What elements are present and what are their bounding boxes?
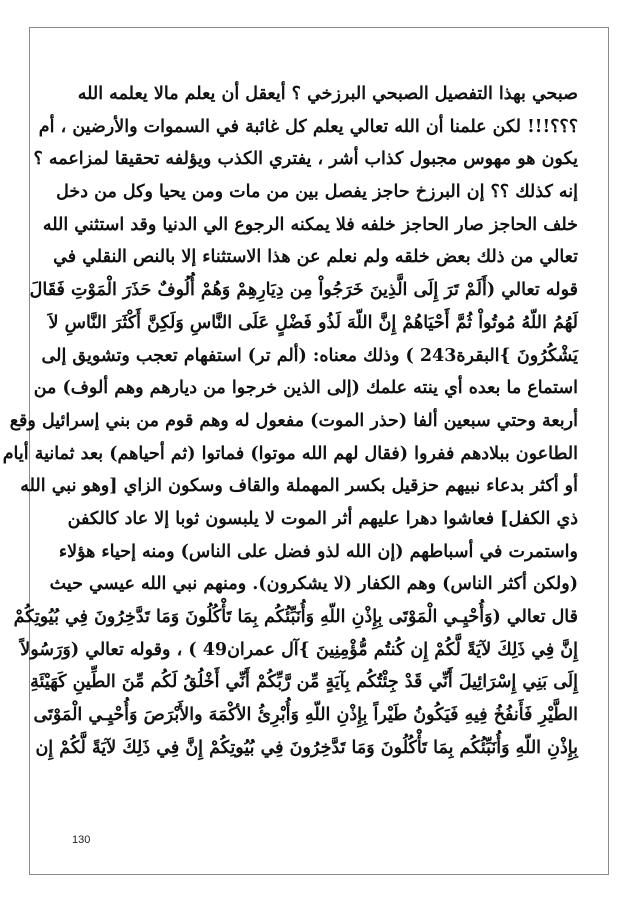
text-line: (ولكن أكثر الناس) وهم الكفار (لا يشكرون). ومنهم نبي الله عيسي حيث — [49, 574, 578, 595]
text-line: إنه كذلك ؟؟ إن البرزخ حاجز يفصل بين من مات ومن يحيا وكل من دخل — [56, 182, 578, 203]
text-line: قال تعالي (وَأُحْيِـي الْمَوْتَى بِإِذْنِ اللّهِ وَأُنَبِّئُكُم بِمَا تَأْكُلُونَ وَمَا تَدَّخِرُونَ فِي بُيُوتِكُمْ — [13, 607, 578, 627]
text-line: لَهُمُ اللّهُ مُوتُواْ ثُمَّ أَحْيَاهُمْ إِنَّ اللّهَ لَذُو فَضْلٍ عَلَى النَّاسِ وَلَكِنَّ أَكْثَرَ النَّاسِ لاَ — [48, 312, 578, 333]
text-line: يَشْكُرُونَ }البقرة243 ) وذلك معناه: (ألم تر) استفهام تعجب وتشويق إلى — [41, 345, 578, 366]
text-line: يكون هو مهوس مجبول كذاب أشر ، يفتري الكذب ويؤلفه تحقيقا لمزاعمه ؟ — [33, 149, 578, 170]
text-line: صبحي بهذا التفصيل الصبحي البرزخي ؟ أيعقل أن يعلم مالا يعلمه الله — [77, 84, 578, 104]
text-line: ذي الكفل] فعاشوا دهرا عليهم أثر الموت لا يلبسون ثوبا إلا عاد كالكفن — [67, 508, 578, 529]
text-line: قوله تعالي (أَلَمْ تَرَ إِلَى الَّذِينَ خَرَجُواْ مِن دِيَارِهِمْ وَهُمْ أُلُوفٌ حَذَرَ الْمَوْتِ فَقَالَ — [29, 280, 578, 301]
text-line: خلف الحاجز صار الحاجز خلفه فلا يمكنه الرجوع الي الدنيا وقد استثني الله — [42, 214, 578, 235]
text-line: الطاعون ببلادهم ففروا (فقال لهم الله موتوا) فماتوا (ثم أحياهم) بعد ثمانية أيام — [2, 443, 578, 464]
text-line: استماع ما بعده أي ينته علمك (إلى الذين خرجوا من ديارهم وهم ألوف) من — [33, 378, 578, 399]
text-line: واستمرت في أسباطهم (إن الله لذو فضل على الناس) ومنه إحياء هؤلاء — [58, 541, 578, 562]
text-line: بِإِذْنِ اللّهِ وَأُنَبِّئُكُم بِمَا تَأْكُلُونَ وَمَا تَدَّخِرُونَ فِي بُيُوتِكُمْ إِنَّ فِي ذَلِكَ لآيَةً لَّكُمْ إِن — [35, 737, 578, 758]
text-line: الطَّيْرِ فَأَنفُخُ فِيهِ فَيَكُونُ طَيْراً بِإِذْنِ اللّهِ وَأُبْرِئُ الأكْمَهَ والأَبْرَصَ وَأُحْيِـي الْمَوْتَى — [33, 705, 578, 726]
text-line: إِلَى بَنِي إِسْرَائِيلَ أَنِّي قَدْ جِئْتُكُم بِآيَةٍ مِّن رَّبِّكُمْ أَنِّي أَخْلُقُ لَكُم مِّنَ الطِّينِ كَهَيْئَةِ — [30, 672, 578, 693]
text-line: إِنَّ فِي ذَلِكَ لآيَةً لَّكُمْ إِن كُنتُم مُّؤْمِنِينَ }آل عمران49 ) ، وقوله تعالي (وَرَسُولاً — [20, 639, 578, 660]
page-number: 130 — [72, 834, 91, 846]
text-line: تعالي من ذلك بعض خلقه ولم نعلم عن هذا الاستثناء إلا بالنص النقلي في — [53, 247, 578, 268]
text-line: ؟؟؟!!! لكن علمنا أن الله تعالي يعلم كل غائبة في السموات والأرضين ، أم — [38, 116, 578, 137]
text-line: أربعة وحتي سبعين ألفا (حذر الموت) مفعول له وهم قوم من بني إسرائيل وقع — [9, 410, 578, 431]
body-text — [2, 78, 578, 764]
text-line: أو أكثر بدعاء نبيهم حزقيل بكسر المهملة والقاف وسكون الزاي [وهو نبي الله — [20, 476, 578, 497]
